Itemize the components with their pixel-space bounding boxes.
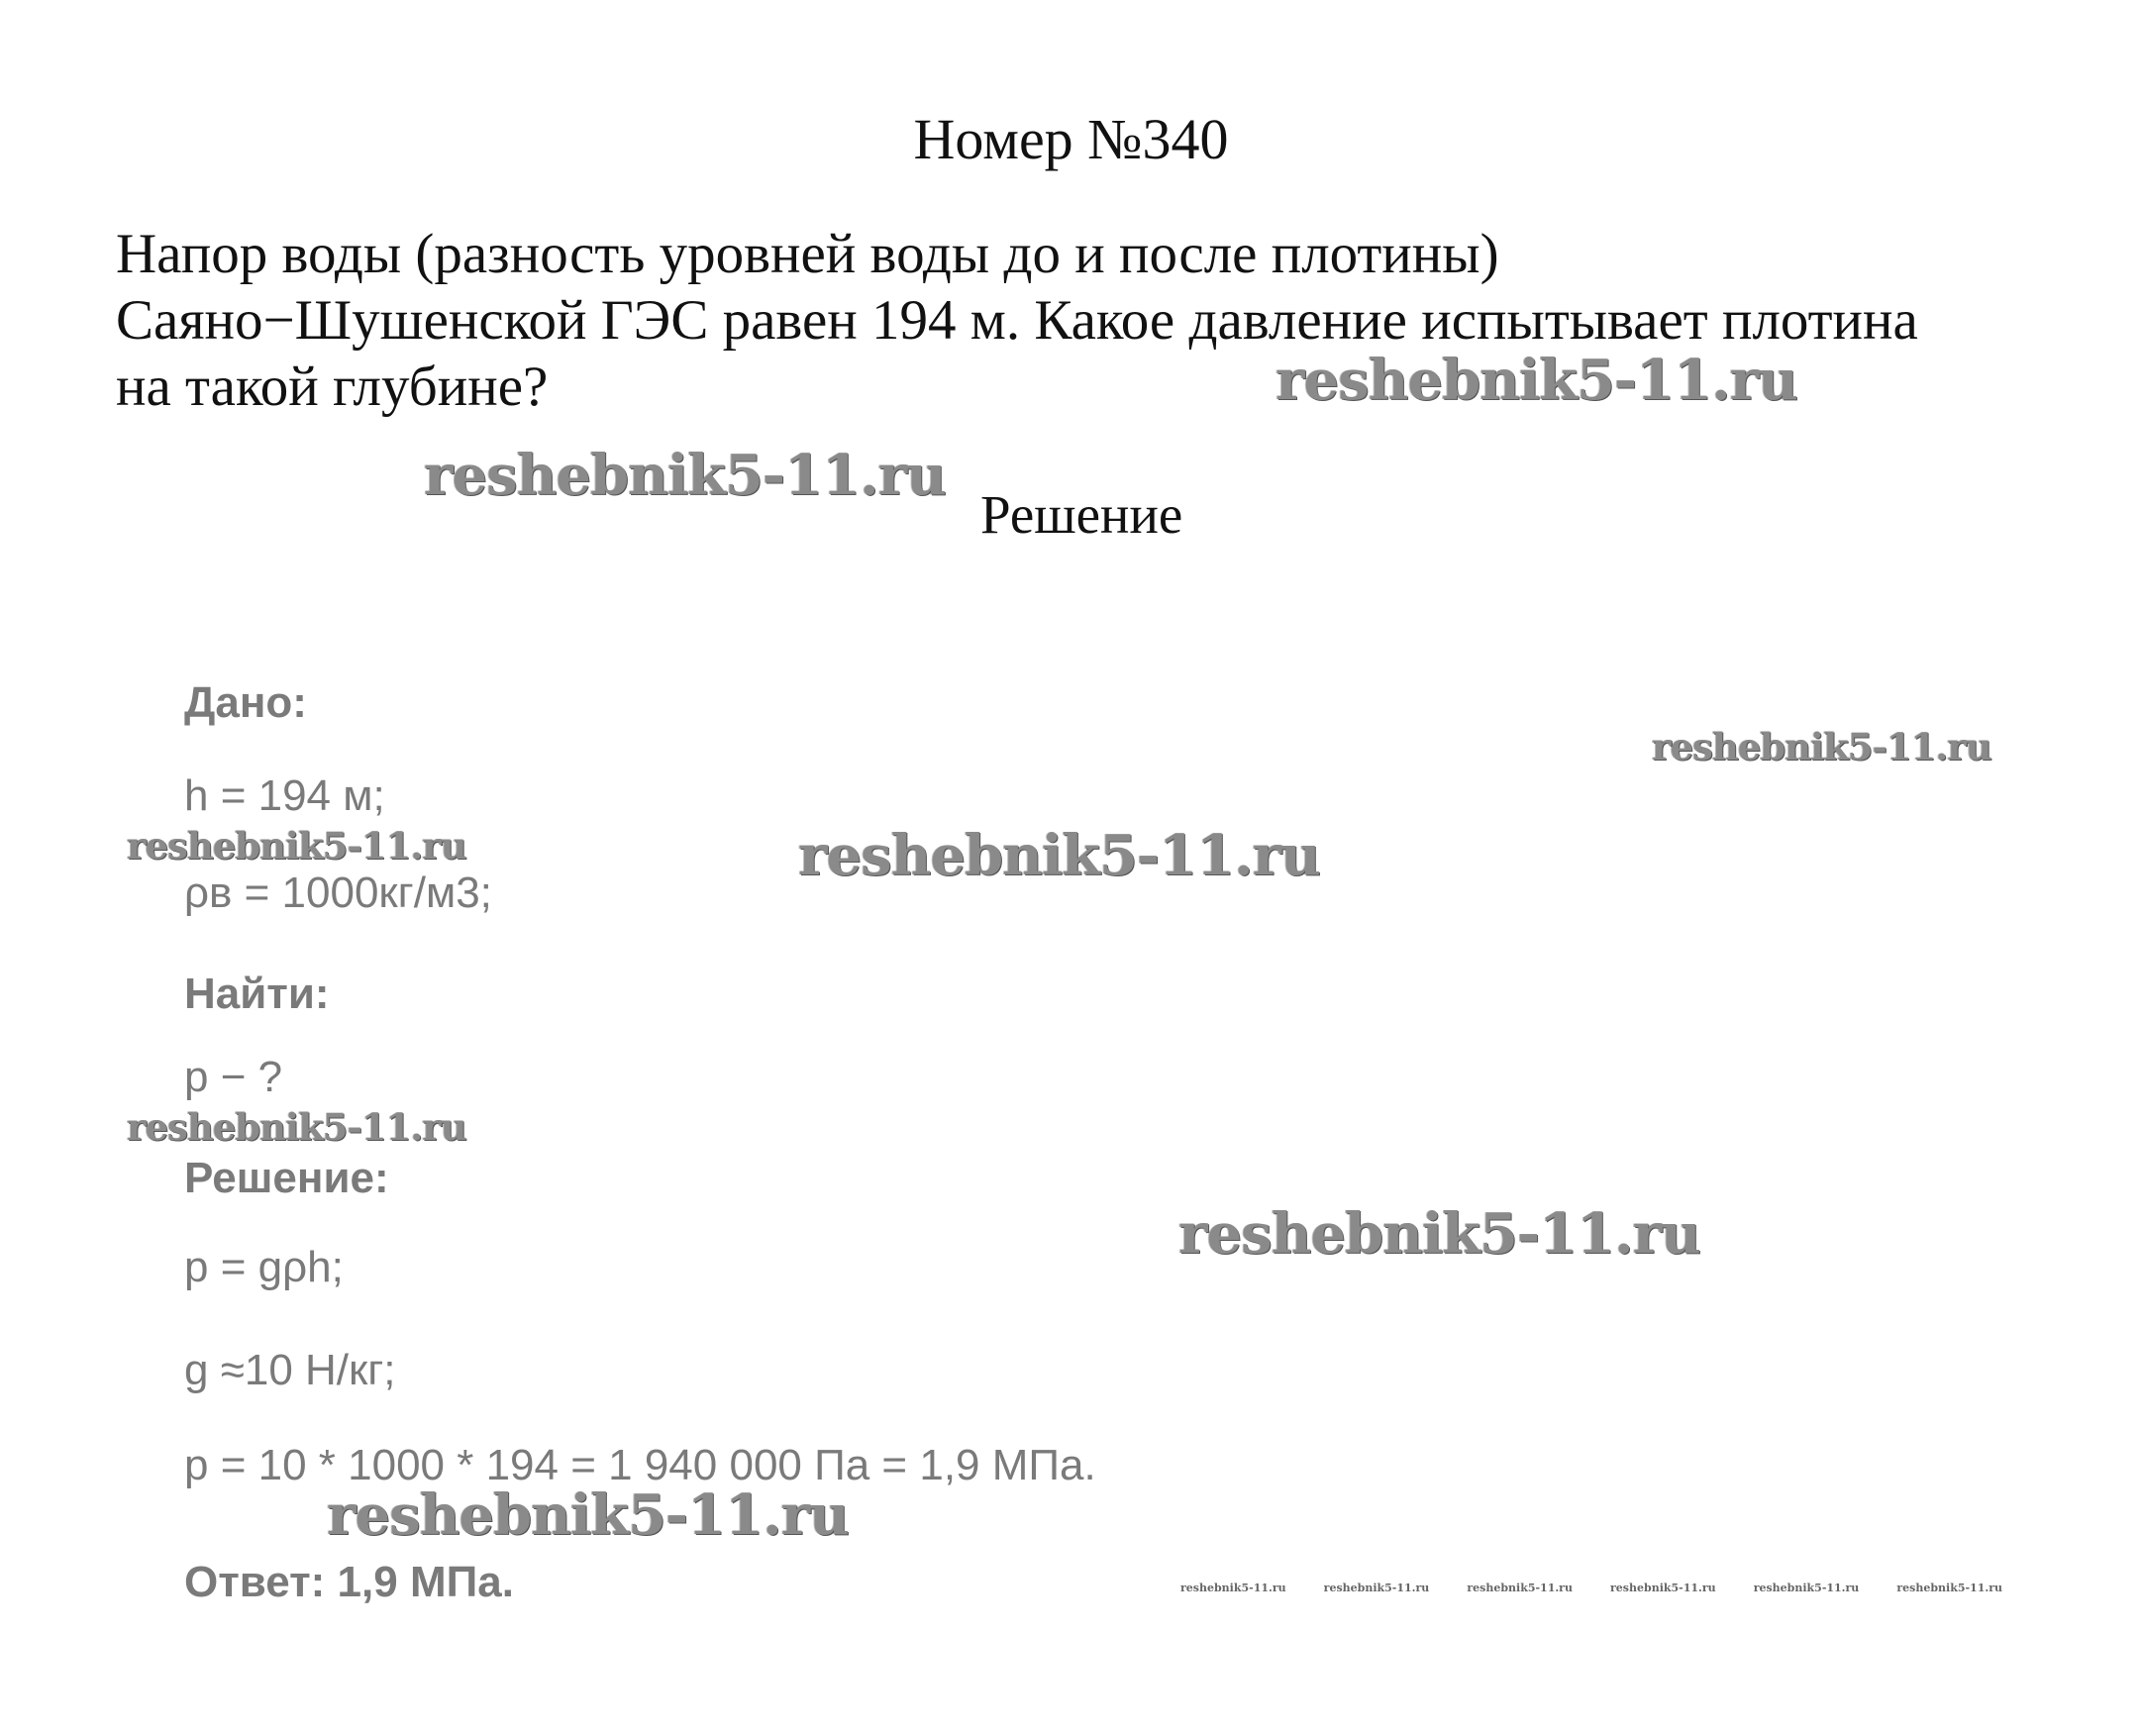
watermark: reshebnik5-11.ru [1896,1582,2002,1594]
watermark: reshebnik5-11.ru [327,1482,849,1548]
watermark: reshebnik5-11.ru [1323,1582,1430,1594]
problem-text-line: Напор воды (разность уровней воды до и после плотины) [116,223,1499,285]
watermark: reshebnik5-11.ru [1753,1582,1860,1594]
watermark: reshebnik5-11.ru [1610,1582,1716,1594]
watermark-strip [1180,1583,2002,1593]
watermark: reshebnik5-11.ru [1178,1201,1700,1267]
watermark: reshebnik5-11.ru [1275,348,1797,413]
problem-text-line: Саяно−Шушенской ГЭС равен 194 м. Какое давление испытывает плотина [116,289,1918,352]
watermark: reshebnik5-11.ru [798,823,1320,888]
given-density-value: ρв = 1000кг/м3; [184,868,492,917]
watermark: reshebnik5-11.ru [1652,725,1991,768]
watermark: reshebnik5-11.ru [1467,1582,1573,1594]
watermark: reshebnik5-11.ru [127,1105,466,1149]
solution-label: Решение: [184,1154,389,1202]
solution-heading: Решение [980,484,1183,545]
watermark: reshebnik5-11.ru [424,443,946,508]
pressure-formula: p = gρh; [184,1243,344,1291]
watermark: reshebnik5-11.ru [1180,1582,1286,1594]
problem-text-line: на такой глубине? [116,356,549,418]
find-label: Найти: [184,970,330,1018]
page-title: Номер №340 [913,107,1229,171]
answer: Ответ: 1,9 МПа. [184,1558,514,1606]
pressure-calculation: p = 10 * 1000 * 194 = 1 940 000 Па = 1,9 МПа. [184,1441,1096,1489]
given-height-value: h = 194 м; [184,771,385,820]
watermark: reshebnik5-11.ru [127,824,466,868]
given-label: Дано: [184,678,307,727]
find-pressure: p − ? [184,1053,283,1101]
gravity-constant: g ≈10 Н/кг; [184,1346,396,1394]
